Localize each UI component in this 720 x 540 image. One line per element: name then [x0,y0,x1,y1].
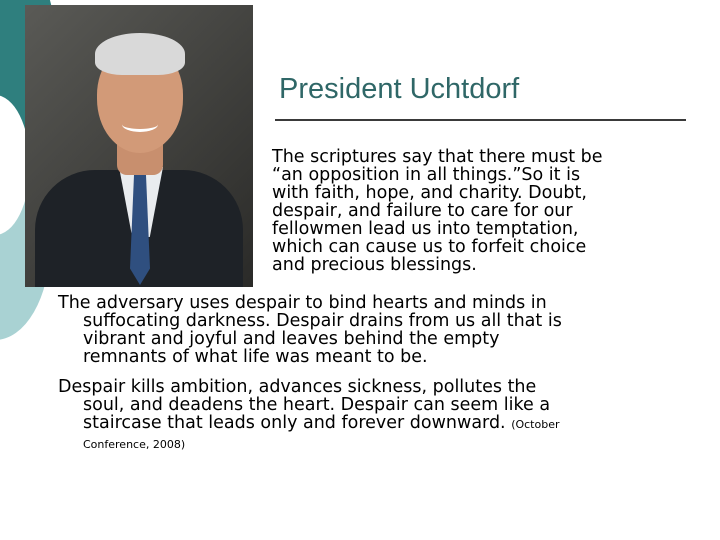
quote-paragraph-2: The adversary uses despair to bind hearts and minds in suffocating darkness. Despair drains from us all that is vibrant and joyful and leaves behind the empty remnants of what life was meant to be. [58,293,562,367]
portrait-smile [122,117,158,132]
slide-title: President Uchtdorf [279,73,520,105]
portrait-photo [25,5,253,287]
citation: (October Conference, 2008) [83,418,560,451]
portrait-hair [95,33,185,75]
quote-paragraph-3 [58,378,720,454]
title-underline [275,119,686,121]
quote-paragraph-1: The scriptures say that there must be “an opposition in all things.”So it is with faith, hope, and charity. Doubt, despair, and failure to care for our fellowmen lead us into temptation, which can cause us to forfeit choice and precious blessings. [272,147,603,275]
quote-paragraph-3-text: Despair kills ambition, advances sickness, pollutes the soul, and deadens the heart. Despair can seem like a staircase that leads only and forever downward. [58,377,551,433]
